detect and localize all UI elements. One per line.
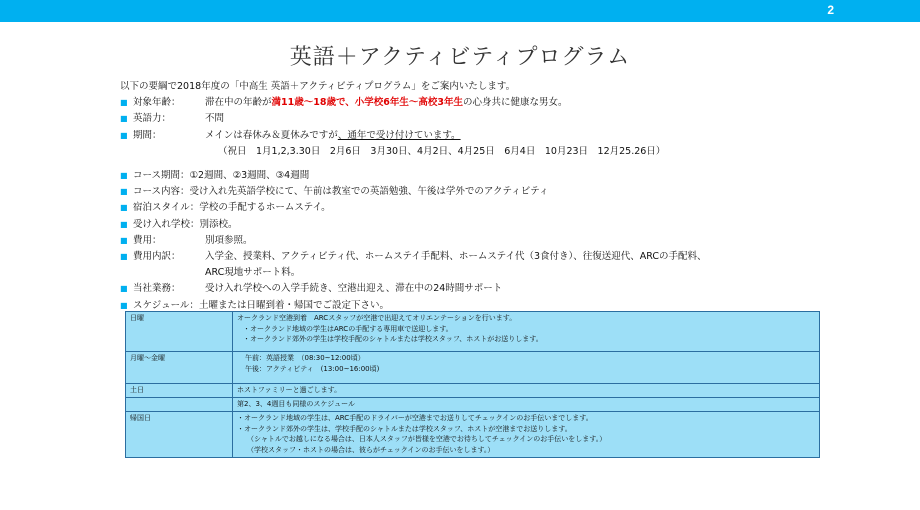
age-post: の心身共に健康な男女。 xyxy=(463,97,568,109)
square-bullet-icon: ■ xyxy=(120,98,128,108)
item-label: 宿泊スタイル： xyxy=(133,202,200,214)
item-value xyxy=(205,95,568,111)
schedule-table xyxy=(125,311,820,458)
item-value: 土曜または日曜到着・帰国でご設定下さい。 xyxy=(198,299,389,311)
item-stay-style xyxy=(120,200,880,216)
item-english xyxy=(120,111,880,127)
item-value: ①2週間、②3週間、③4週間 xyxy=(189,170,310,182)
square-bullet-icon: ■ xyxy=(120,130,128,140)
day-cell: 日曜 xyxy=(126,312,233,352)
item-value: 受け入れ先英語学校にて、午前は教室での英語勉強、午後は学外でのアクティビティ xyxy=(189,186,549,198)
period-underlined: 、通年で受け付けています。 xyxy=(337,129,461,141)
square-bullet-icon: ■ xyxy=(120,252,128,262)
content-body xyxy=(120,79,880,314)
item-label: 費用内訳： xyxy=(133,251,181,263)
square-bullet-icon: ■ xyxy=(120,187,128,197)
intro-text xyxy=(120,79,880,95)
spacer xyxy=(120,160,880,168)
detail-cell xyxy=(233,384,820,398)
square-bullet-icon: ■ xyxy=(120,300,128,310)
item-value: 不問 xyxy=(205,113,225,125)
square-bullet-icon: ■ xyxy=(120,203,128,213)
item-age xyxy=(120,95,880,111)
intro-suffix: 年度の「中高生 英語＋アクティビティプログラム」をご案内いたします。 xyxy=(201,81,516,92)
detail-line: 午前：英語授業 （08:30~12:00頃） xyxy=(245,354,365,362)
item-school xyxy=(120,217,880,233)
item-value: 受け入れ学校への入学手続き、空港出迎え、滞在中の24時間サポート xyxy=(205,283,503,295)
table-row xyxy=(126,312,820,352)
item-value: 別添校。 xyxy=(199,218,238,230)
top-bar xyxy=(0,0,920,22)
day-cell: 土日 xyxy=(126,384,233,398)
age-pre: 滞在中の年齢が xyxy=(205,97,272,109)
item-value: 入学金、授業料、アクティビティ代、ホームステイ手配料、ホームステイ代（3食付き）、往復送迎代、ARCの手配料、 xyxy=(205,251,707,263)
item-label: 英語力： xyxy=(133,113,172,125)
day-cell xyxy=(126,398,233,412)
item-label: コース内容： xyxy=(133,186,190,198)
item-label: 受け入れ学校： xyxy=(133,218,200,230)
square-bullet-icon: ■ xyxy=(120,114,128,124)
detail-line: ・オークランド地域の学生は、ARC手配のドライバーが空港までお送りしてチェックインのお手伝いまでします。 xyxy=(237,414,593,422)
square-bullet-icon: ■ xyxy=(120,235,128,245)
item-period xyxy=(120,128,880,144)
period-pre: メインは春休み＆夏休みですが xyxy=(205,129,338,141)
intro-prefix: 以下の要綱で xyxy=(120,81,178,92)
day-cell: 帰国日 xyxy=(126,412,233,458)
item-fee-breakdown xyxy=(120,249,880,265)
item-fee xyxy=(120,233,880,249)
detail-line: ホストファミリーと過ごします。 xyxy=(237,386,342,394)
detail-line: ・オークランド郊外の学生は、学校手配のシャトルまたは学校スタッフ、ホストが空港までお送りします。 xyxy=(237,424,572,433)
table-row xyxy=(126,384,820,398)
item-label: 期間： xyxy=(133,129,162,141)
holidays-note: （祝日 1月1,2,3.30日 2月6日 3月30日、4月2日、4月25日 6月4日 10月23日 12月25.26日） xyxy=(218,145,666,157)
item-course-content xyxy=(120,184,880,200)
fee-breakdown-continued: ARC現地サポート料。 xyxy=(205,267,301,279)
item-label: 費用： xyxy=(133,234,162,246)
detail-line: ・オークランド地域の学生はARCの手配する専用車で送迎します。 xyxy=(243,324,453,333)
page-title: 英語＋アクティビティプログラム xyxy=(289,45,631,70)
item-label: スケジュール： xyxy=(133,299,199,311)
table-row xyxy=(126,398,820,412)
table-row xyxy=(126,412,820,458)
detail-cell xyxy=(233,352,820,384)
item-label: 対象年齢： xyxy=(133,97,181,109)
item-label: 当社業務： xyxy=(133,283,181,295)
square-bullet-icon: ■ xyxy=(120,284,128,294)
detail-line: ・オークランド郊外の学生は学校手配のシャトルまたは学校スタッフ、ホストがお送りします。 xyxy=(243,335,543,343)
item-label: コース期間： xyxy=(133,170,190,182)
detail-cell xyxy=(233,398,820,412)
item-value xyxy=(205,128,461,144)
item-our-services xyxy=(120,281,880,297)
detail-cell xyxy=(233,312,820,352)
item-value: 別項参照。 xyxy=(205,234,253,246)
intro-year: 2018 xyxy=(177,81,202,92)
square-bullet-icon: ■ xyxy=(120,219,128,229)
detail-line: （シャトルでお越しになる場合は、日本人スタッフが皆様を空港でお待ちしてチェックインのお手伝いをします。） xyxy=(247,435,607,443)
day-cell: 月曜～金曜 xyxy=(126,352,233,384)
detail-line: オークランド空港到着 ARCスタッフが空港で出迎えてオリエンテーションを行います。 xyxy=(237,314,517,322)
detail-line: 午後：アクティビティ (13:00~16:00頃) xyxy=(245,364,380,373)
item-value: 学校の手配するホームステイ。 xyxy=(199,202,331,214)
page-number: 2 xyxy=(827,3,834,17)
detail-cell xyxy=(233,412,820,458)
age-highlight: 満11歳～18歳で、小学校6年生～高校3年生 xyxy=(271,97,463,109)
detail-line: （学校スタッフ・ホストの場合は、彼らがチェックインのお手伝いをします。） xyxy=(247,445,495,454)
square-bullet-icon: ■ xyxy=(120,171,128,181)
detail-line: 第2、3、4週目も同様のスケジュール xyxy=(237,400,355,408)
table-row xyxy=(126,352,820,384)
item-course-period xyxy=(120,168,880,184)
